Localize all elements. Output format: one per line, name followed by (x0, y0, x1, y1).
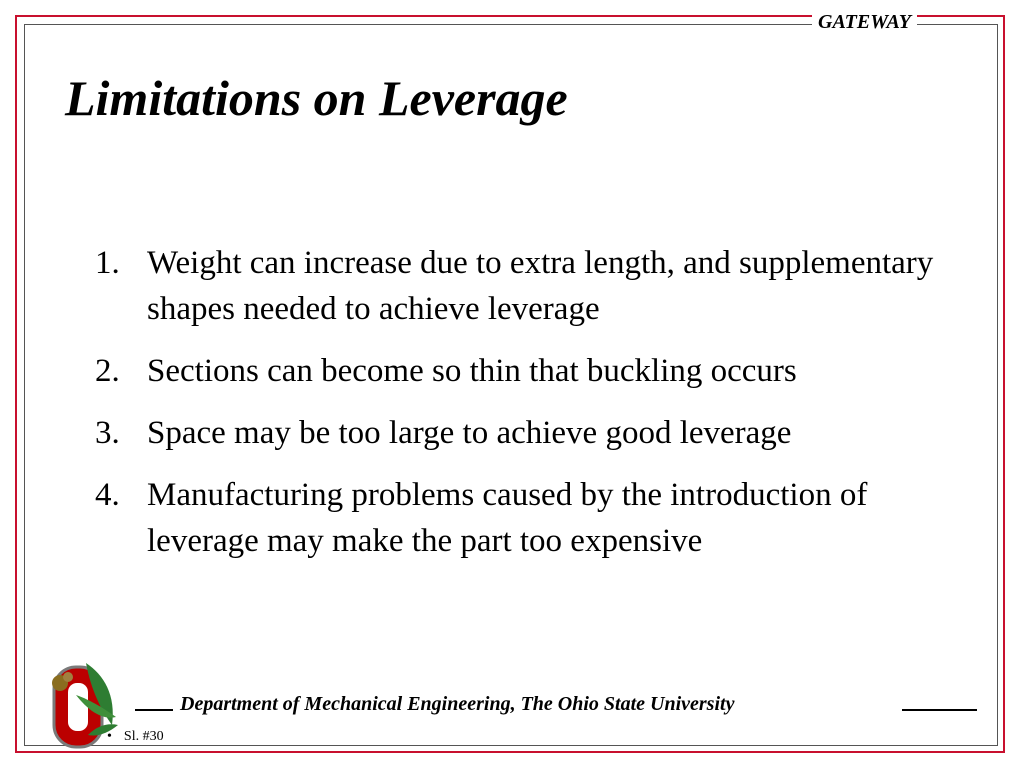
bullet-glyph: • (107, 729, 112, 744)
item-number: 2. (95, 353, 120, 389)
item-number: 1. (95, 245, 120, 281)
item-number: 4. (95, 477, 120, 513)
item-text: Space may be too large to achieve good leverage (147, 415, 792, 451)
slide-number (107, 728, 164, 746)
item-text: Sections can become so thin that buckling occurs (147, 353, 797, 389)
slide-number-text: Sl. #30 (123, 729, 164, 744)
item-text: Manufacturing problems caused by the introduction of leverage may make the part too expensive (147, 477, 868, 559)
list-item (95, 240, 975, 332)
footer-rule-right (902, 709, 977, 711)
slide-title: Limitations on Leverage (65, 70, 568, 126)
item-number: 3. (95, 415, 120, 451)
list-item (95, 410, 975, 456)
item-text: Weight can increase due to extra length, and supplementary shapes needed to achieve leverage (147, 245, 934, 327)
department-footer: Department of Mechanical Engineering, The Ohio State University (180, 693, 735, 715)
list-item (95, 472, 975, 564)
list-item (95, 348, 975, 394)
footer-rule-left (135, 709, 173, 711)
limitations-list (95, 240, 975, 580)
gateway-badge: GATEWAY (812, 9, 917, 35)
